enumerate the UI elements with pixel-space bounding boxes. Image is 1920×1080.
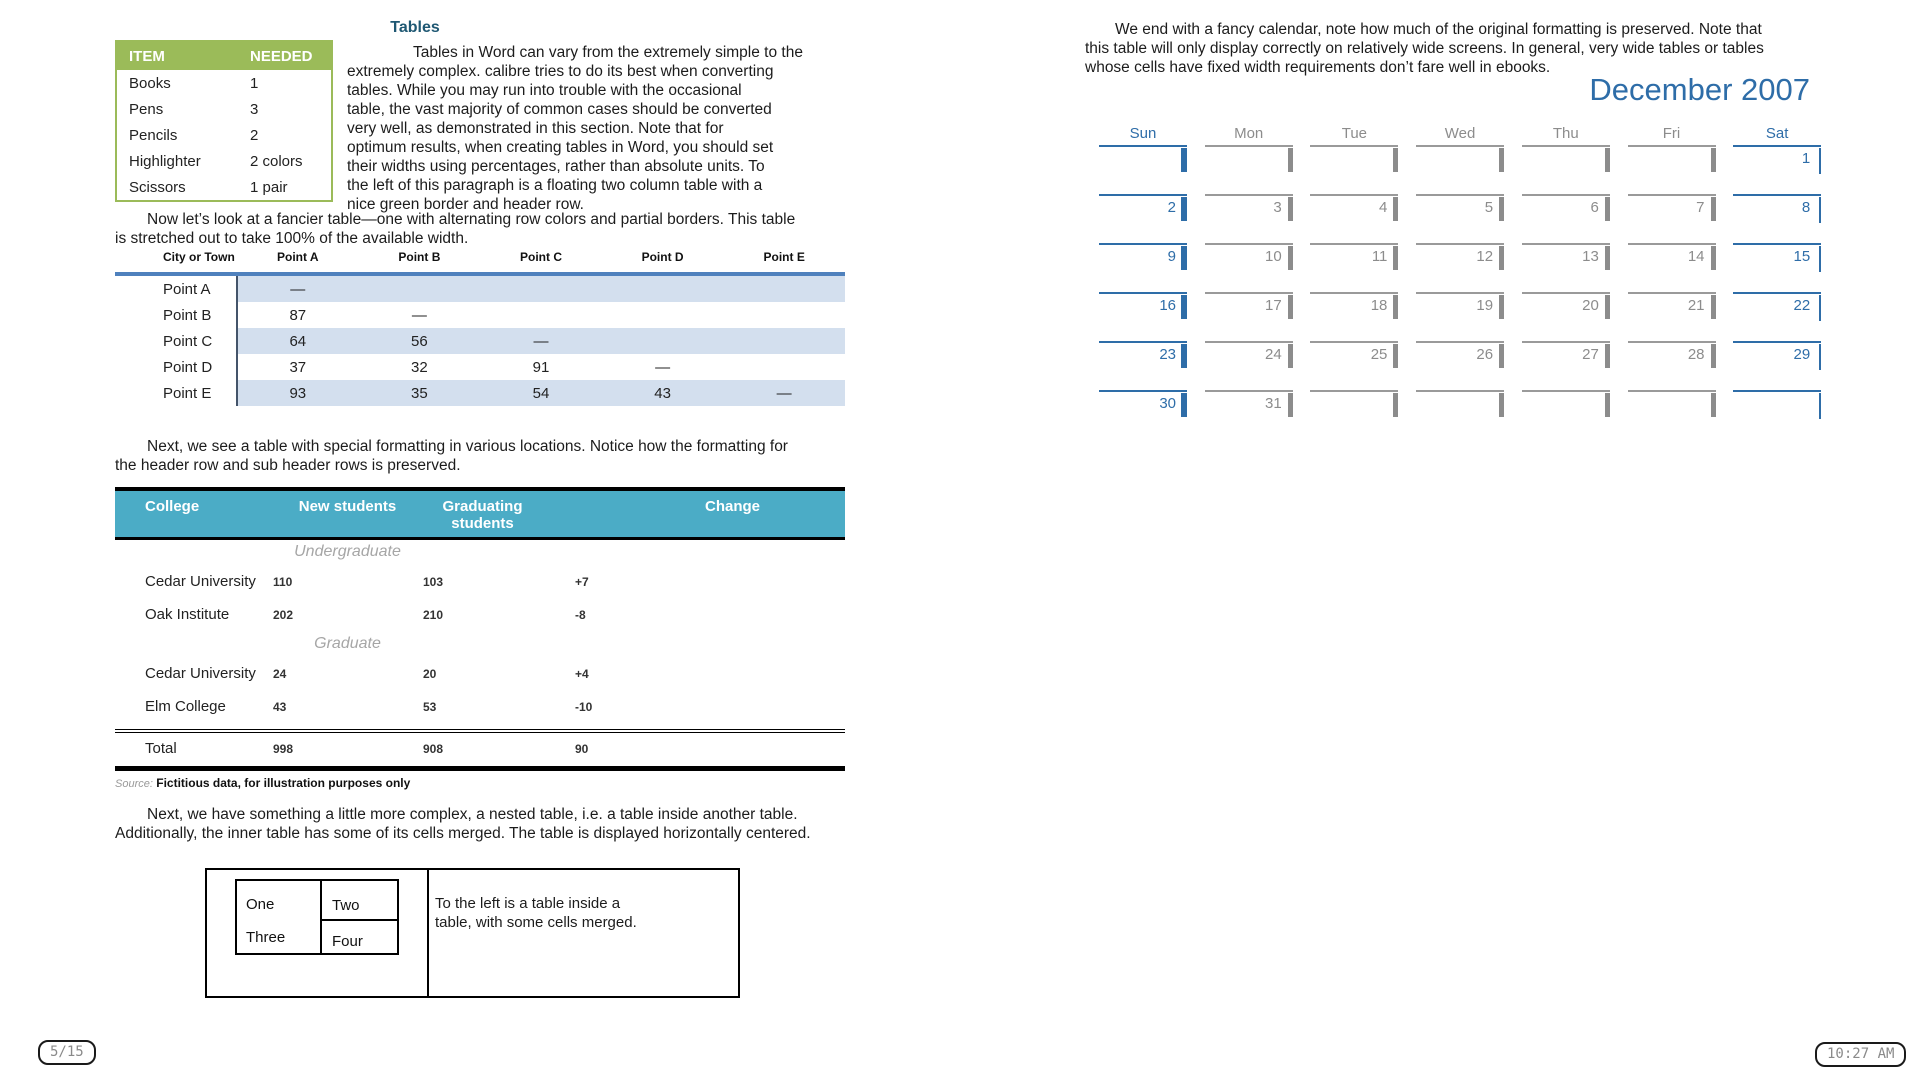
cell-border-bar [1393,246,1398,270]
fancy-table-row [115,380,845,406]
items-header-item: ITEM [129,47,165,65]
number-cell: 998 [273,742,294,756]
cell-border-bar [1181,246,1187,270]
fancy-table-row [115,302,845,328]
calendar-cell [1310,390,1398,417]
cell-border-bar [1499,197,1504,221]
text-line: nice green border and header row. [347,196,584,213]
cell-border-bar [1499,344,1504,368]
calendar-cell [1310,292,1398,319]
calendar-cell [1522,194,1610,221]
text-line: this table will only display correctly on relatively wide screens. In general, very wide tables or tables [1085,40,1764,57]
text-line: very well, as demonstrated in this section. Note that for [347,120,724,137]
row-label-cell: Point D [163,358,213,376]
data-cell: 32 [411,358,428,376]
cell-border-bar [1288,246,1293,270]
section-subheader-label: Graduate [314,635,381,652]
items-table [115,40,333,202]
item-name-cell: Pencils [129,126,178,144]
college-table-header [115,491,845,537]
data-cell: 91 [532,358,550,376]
row-label-cell: Point C [163,332,213,350]
text-line: the left of this paragraph is a floating two column table with a [347,177,763,194]
text-line: table, the vast majority of common cases should be converted [347,101,772,118]
cell-border-bar [1181,344,1187,368]
cell-border-bar [1181,197,1187,221]
day-number: 30 [1159,395,1176,412]
calendar-cell [1205,194,1293,221]
college-table-row [115,599,845,632]
college-table-row [115,691,845,724]
col-header-college: College [145,498,200,515]
fancy-table-row [115,328,845,354]
day-header: Thu [1552,125,1579,142]
text-line: optimum results, when creating tables in Word, you should set [347,139,774,156]
text-line: To the left is a table inside a [435,895,621,912]
cell-border-bar [1605,148,1610,172]
item-name-cell: Pens [129,100,164,118]
day-number: 12 [1476,248,1494,265]
cell-border-bar [1181,148,1187,172]
calendar-cell [1628,292,1716,319]
text-line: their widths using percentages, rather than absolute units. To [347,158,765,175]
number-cell: -10 [575,700,593,714]
text-line: Tables in Word can vary from the extremely simple to the [413,44,803,61]
text-line: Next, we have something a little more complex, a nested table, i.e. a table inside another table. [147,806,798,823]
inner-cell-one: One [246,896,275,913]
cell-border-bar [1711,148,1716,172]
page-indicator[interactable]: 5/15 [38,1040,96,1065]
college-table-row [115,733,845,766]
calendar-cell [1310,194,1398,221]
calendar-cell [1628,194,1716,221]
row-label-cell: Point B [163,306,212,324]
cell-border-bar [1393,295,1398,319]
data-cell: — [290,280,306,298]
calendar-cell [1310,341,1398,368]
calendar-cell [1522,243,1610,270]
day-number: 7 [1696,199,1705,216]
day-number: 16 [1159,297,1176,314]
calendar-cell [1522,292,1610,319]
row-label-cell: Point E [163,384,212,402]
data-cell: — [411,306,427,324]
data-cell: 35 [411,384,428,402]
day-number: 18 [1370,297,1388,314]
calendar-cell [1099,243,1187,270]
number-cell: 908 [423,742,444,756]
day-number: 17 [1265,297,1282,314]
cell-border-bar [1819,197,1821,223]
calendar-grid [1090,125,1830,435]
cell-border-bar [1393,197,1398,221]
calendar-cell [1733,390,1821,417]
college-name-cell: Oak Institute [145,606,230,623]
number-cell: 43 [273,700,287,714]
cell-border-bar [1711,197,1716,221]
day-number: 23 [1159,346,1176,363]
cell-border-bar [1819,393,1821,419]
items-table-row [117,122,331,148]
cell-border-bar [1181,295,1187,319]
item-needed-cell: 3 [250,100,259,118]
row-label-cell: Point A [163,280,211,298]
calendar-cell [1310,145,1398,172]
calendar-cell [1416,390,1504,417]
day-number: 5 [1484,199,1494,216]
col-header-city: City or Town [163,250,235,264]
nested-table-paragraph [115,805,855,843]
number-cell: 20 [423,667,437,681]
day-number: 27 [1582,346,1599,363]
day-number: 28 [1687,346,1705,363]
day-header: Sat [1765,125,1789,142]
cell-border-bar [1499,393,1504,417]
college-table [115,487,845,790]
text-line: is stretched out to take 100% of the available width. [115,230,469,247]
cell-border-bar [1181,393,1187,417]
cell-border-bar [1711,344,1716,368]
data-cell: 93 [289,384,307,402]
cell-border-bar [1288,197,1293,221]
day-number: 3 [1273,199,1282,216]
day-number: 25 [1370,346,1388,363]
calendar-cell [1628,341,1716,368]
cell-border-bar [1288,344,1293,368]
day-number: 4 [1379,199,1388,216]
college-name-cell: Cedar University [145,573,256,590]
col-header-graduating: Graduating students [442,498,523,532]
text-line: whose cells have fixed width requirements don’t fare well in ebooks. [1085,59,1551,76]
cell-border-bar [1605,295,1610,319]
text-line: Additionally, the inner table has some of its cells merged. The table is displayed horizontally centered. [115,825,811,842]
cell-border-bar [1605,344,1610,368]
text-line: Next, we see a table with special formatting in various locations. Notice how the formatting for [147,438,788,455]
calendar-cell [1416,145,1504,172]
cell-border-bar [1605,393,1610,417]
data-cell: 54 [532,384,550,402]
number-cell: 103 [423,575,444,589]
cell-border-bar [1499,246,1504,270]
bottom-rule [115,766,845,771]
calendar-cell [1733,292,1821,319]
number-cell: 202 [273,608,294,622]
calendar-cell [1205,145,1293,172]
day-number: 19 [1476,297,1494,314]
cell-border-bar [1605,246,1610,270]
number-cell: -8 [575,608,586,622]
source-note [115,776,845,790]
calendar-cell [1733,341,1821,368]
day-number: 10 [1265,248,1282,265]
items-table-header [117,42,331,70]
clock: 10:27 AM [1815,1042,1906,1067]
item-needed-cell: 2 [250,126,259,144]
calendar-cell [1522,390,1610,417]
day-header: Mon [1234,125,1264,142]
cell-border-bar [1288,148,1293,172]
calendar-cell [1099,341,1187,368]
text-line: tables. While you may run into trouble with the occasional [347,82,742,99]
data-cell: 56 [411,332,428,350]
calendar-cell [1416,341,1504,368]
day-number: 15 [1793,248,1811,265]
cell-border-bar [1711,295,1716,319]
item-needed-cell: 2 colors [250,152,303,170]
calendar-cell [1628,145,1716,172]
cell-border-bar [1605,197,1610,221]
section-subheader [115,540,845,566]
col-header-point-c: Point C [519,250,562,264]
day-number: 29 [1793,346,1811,363]
day-number: 22 [1793,297,1811,314]
inner-cell-two: Two [332,897,360,914]
day-number: 9 [1167,248,1176,265]
college-table-row [115,566,845,599]
items-table-row [117,96,331,122]
text-line: table, with some cells merged. [435,914,637,931]
calendar-cell [1522,341,1610,368]
fancy-table-row [115,276,845,302]
day-number: 1 [1801,150,1811,167]
day-number: 26 [1476,346,1494,363]
item-name-cell: Books [129,74,171,92]
day-number: 31 [1265,395,1282,412]
inner-cell-three: Three [246,929,286,946]
calendar-cell [1099,292,1187,319]
calendar-cell [1099,194,1187,221]
source-label: Source: [115,778,153,790]
college-name-cell: Elm College [145,698,226,715]
col-header-point-a: Point A [277,250,319,264]
calendar-cell [1628,390,1716,417]
college-table-body [115,540,845,766]
cell-border-bar [1288,393,1293,417]
text-line: extremely complex. calibre tries to do its best when converting [347,63,774,80]
item-name-cell: Highlighter [129,152,201,170]
number-cell: 110 [273,575,293,589]
cell-border-bar [1819,295,1821,321]
item-needed-cell: 1 pair [250,178,288,196]
data-cell: — [776,384,792,402]
day-number: 8 [1801,199,1811,216]
calendar-cell [1205,243,1293,270]
day-number: 14 [1687,248,1705,265]
cell-border-bar [1393,393,1398,417]
column-divider [236,276,238,406]
fancy-table [115,250,845,406]
cell-border-bar [1819,148,1821,174]
calendar-cell [1733,145,1821,172]
college-name-cell: Total [145,740,177,757]
number-cell: 24 [273,667,287,681]
items-table-row [117,70,331,96]
cell-border-bar [1499,148,1504,172]
calendar-cell [1205,292,1293,319]
calendar-cell [1522,145,1610,172]
calendar-cell [1205,341,1293,368]
day-header: Wed [1444,125,1476,142]
items-table-body [117,70,331,200]
calendar-cell [1733,194,1821,221]
calendar-title: December 2007 [1589,72,1810,107]
data-cell: 37 [289,358,307,376]
text-line: the header row and sub header rows is preserved. [115,457,461,474]
calendar-cell [1628,243,1716,270]
day-number: 24 [1265,346,1282,363]
calendar-cell [1733,243,1821,270]
number-cell: 210 [423,608,444,622]
calendar-paragraph [1085,20,1855,77]
day-number: 2 [1167,199,1176,216]
number-cell: +7 [575,575,589,589]
data-cell: — [655,358,671,376]
cell-border-bar [1499,295,1504,319]
number-cell: 90 [575,742,589,756]
calendar-cell [1099,145,1187,172]
col-header-new-students: New students [298,498,397,515]
inner-column-divider [320,881,322,953]
data-cell: 43 [654,384,671,402]
item-name-cell: Scissors [129,178,186,196]
day-number: 6 [1590,199,1599,216]
nested-outer-table [205,868,740,998]
special-table-paragraph [115,437,855,475]
data-cell: — [533,332,549,350]
col-header-point-d: Point D [641,250,684,264]
cell-border-bar [1393,148,1398,172]
data-cell: 87 [289,306,307,324]
day-header: Fri [1662,125,1681,142]
items-table-row [117,174,331,200]
day-number: 21 [1687,297,1705,314]
text-line: We end with a fancy calendar, note how much of the original formatting is preserved. Note that [1115,21,1762,38]
number-cell: 53 [423,700,437,714]
section-heading: Tables [390,19,440,36]
outer-cell-divider [427,870,429,996]
fancy-table-row [115,354,845,380]
calendar-cell [1416,194,1504,221]
number-cell: +4 [575,667,589,681]
items-table-row [117,148,331,174]
college-table-row [115,658,845,691]
cell-border-bar [1819,344,1821,370]
cell-border-bar [1711,393,1716,417]
inner-row-divider [320,919,397,921]
cell-border-bar [1711,246,1716,270]
cell-border-bar [1819,246,1821,272]
fancier-table-paragraph [115,210,855,248]
inner-cell-four: Four [332,933,363,950]
section-subheader-label: Undergraduate [294,543,401,560]
text-line: Now let’s look at a fancier table—one with alternating row colors and partial borders. This table [147,211,796,228]
fancy-table-body [115,276,845,406]
day-number: 20 [1582,297,1599,314]
source-text: Fictitious data, for illustration purposes only [156,776,411,790]
calendar-cell [1416,243,1504,270]
col-header-point-b: Point B [398,250,441,264]
day-header: Tue [1341,125,1368,142]
cell-border-bar [1288,295,1293,319]
intro-paragraph [347,43,847,214]
section-subheader [115,632,845,658]
calendar-cell [1416,292,1504,319]
nested-inner-table [235,879,399,955]
item-needed-cell: 1 [250,74,259,92]
day-number: 11 [1371,248,1388,265]
day-header: Sun [1129,125,1157,142]
col-header-point-e: Point E [763,250,805,264]
cell-border-bar [1393,344,1398,368]
col-header-change: Change [704,498,760,515]
data-cell: 64 [289,332,307,350]
calendar-cell [1099,390,1187,417]
day-number: 13 [1582,248,1599,265]
calendar-cell [1205,390,1293,417]
calendar-cell [1310,243,1398,270]
nested-table-caption [435,894,735,932]
fancy-table-header [115,250,845,272]
items-header-needed: NEEDED [250,47,313,65]
college-name-cell: Cedar University [145,665,256,682]
